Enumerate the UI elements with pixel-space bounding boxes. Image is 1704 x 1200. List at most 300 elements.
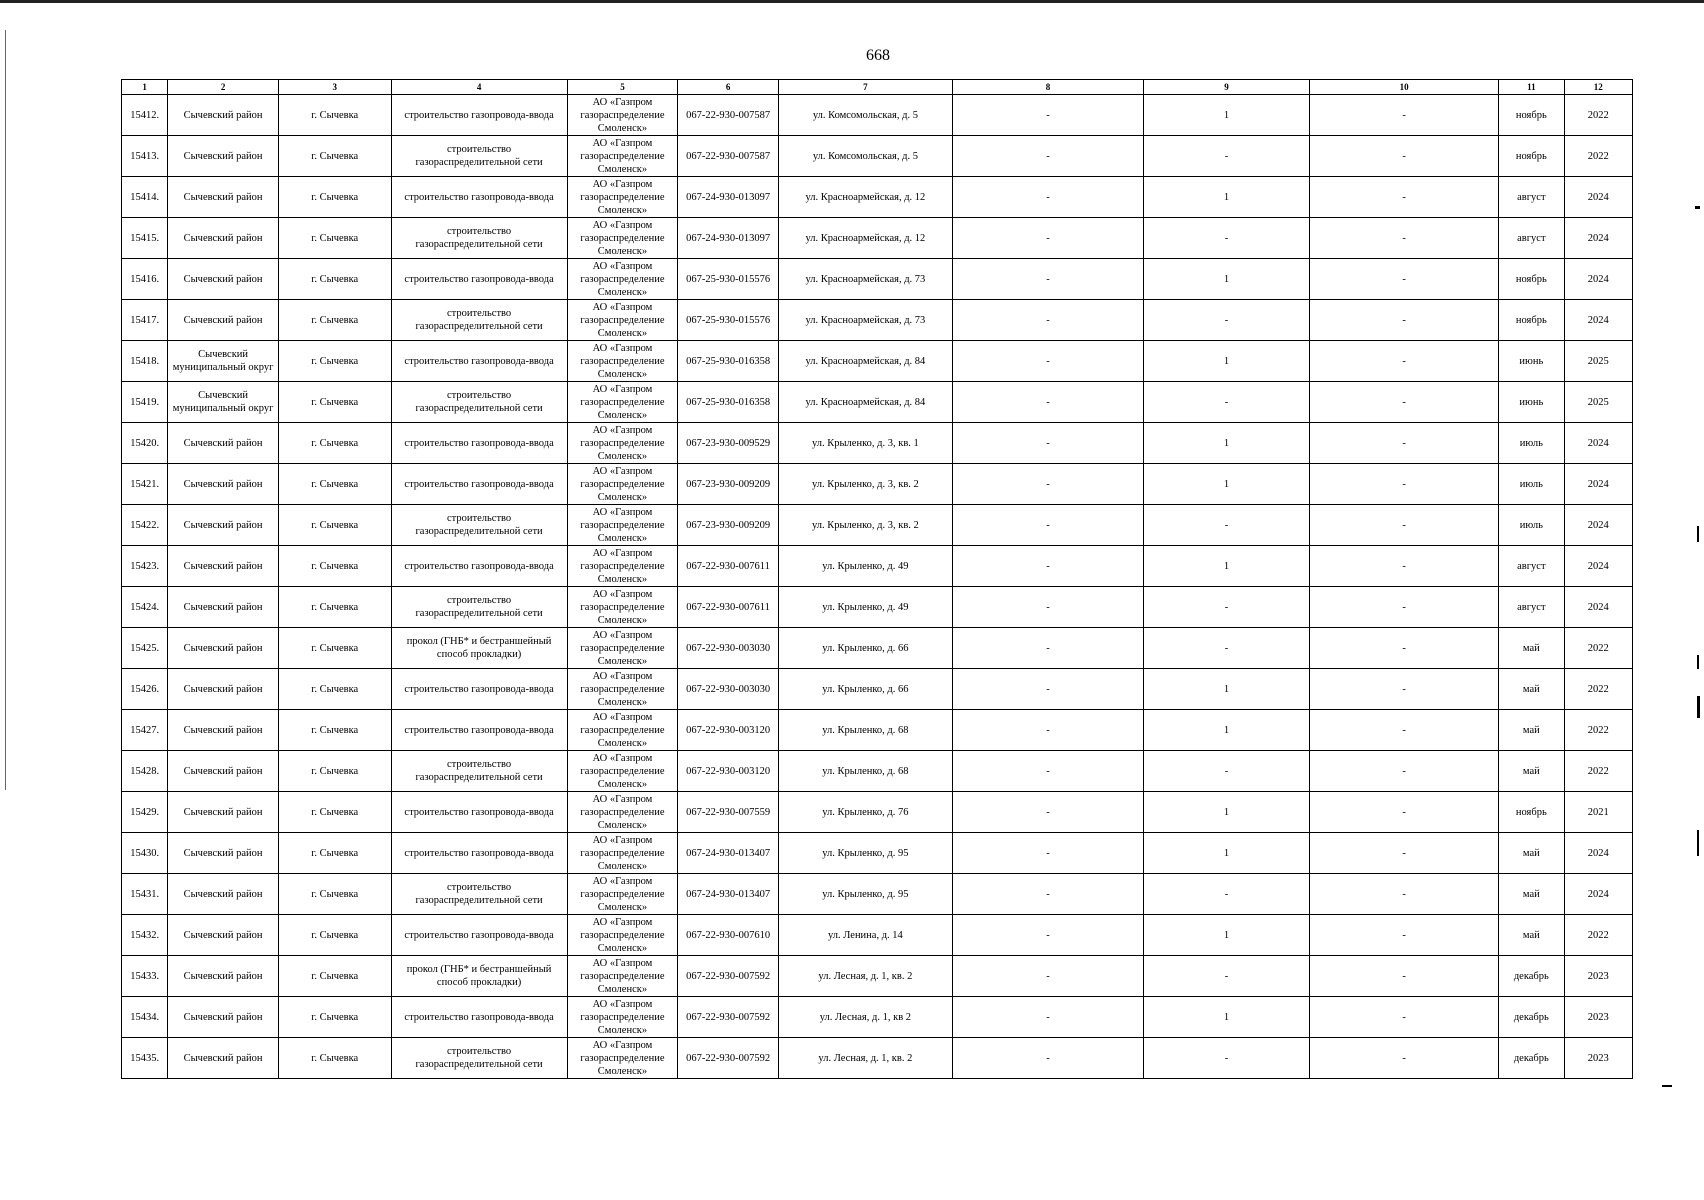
cell-request-number: 067-23-930-009209: [678, 505, 779, 546]
cell-col-8: -: [952, 423, 1143, 464]
cell-settlement: г. Сычевка: [278, 259, 391, 300]
cell-organization: АО «Газпром газораспределение Смоленск»: [567, 792, 678, 833]
column-header-8: 8: [952, 80, 1143, 95]
cell-settlement: г. Сычевка: [278, 915, 391, 956]
cell-organization: АО «Газпром газораспределение Смоленск»: [567, 1038, 678, 1079]
cell-col-9: 1: [1144, 792, 1310, 833]
cell-district: Сычевский район: [168, 505, 279, 546]
cell-col-10: -: [1310, 218, 1499, 259]
scan-edge-top: [0, 0, 1704, 3]
cell-organization: АО «Газпром газораспределение Смоленск»: [567, 997, 678, 1038]
cell-col-8: -: [952, 915, 1143, 956]
cell-row-number: 15434.: [122, 997, 168, 1038]
margin-mark: [1662, 1085, 1672, 1087]
cell-organization: АО «Газпром газораспределение Смоленск»: [567, 874, 678, 915]
table-row: [122, 341, 1633, 382]
cell-year: 2023: [1564, 997, 1632, 1038]
cell-organization: АО «Газпром газораспределение Смоленск»: [567, 956, 678, 997]
cell-month: май: [1499, 710, 1564, 751]
scan-edge-left: [5, 30, 6, 790]
cell-month: июнь: [1499, 382, 1564, 423]
cell-row-number: 15417.: [122, 300, 168, 341]
cell-col-8: -: [952, 874, 1143, 915]
cell-col-9: -: [1144, 751, 1310, 792]
cell-col-8: -: [952, 505, 1143, 546]
table-header: [122, 80, 1633, 95]
cell-year: 2022: [1564, 751, 1632, 792]
cell-district: Сычевский район: [168, 833, 279, 874]
cell-col-9: 1: [1144, 95, 1310, 136]
cell-request-number: 067-24-930-013407: [678, 833, 779, 874]
cell-col-10: -: [1310, 136, 1499, 177]
cell-row-number: 15426.: [122, 669, 168, 710]
cell-month: ноябрь: [1499, 136, 1564, 177]
cell-request-number: 067-24-930-013407: [678, 874, 779, 915]
cell-work-type: строительство газопровода-ввода: [391, 341, 567, 382]
cell-request-number: 067-22-930-003120: [678, 751, 779, 792]
margin-mark: [1697, 526, 1699, 542]
cell-district: Сычевский район: [168, 874, 279, 915]
cell-district: Сычевский район: [168, 218, 279, 259]
cell-settlement: г. Сычевка: [278, 874, 391, 915]
cell-month: август: [1499, 218, 1564, 259]
cell-col-8: -: [952, 792, 1143, 833]
cell-row-number: 15415.: [122, 218, 168, 259]
cell-organization: АО «Газпром газораспределение Смоленск»: [567, 218, 678, 259]
cell-address: ул. Крыленко, д. 3, кв. 2: [778, 505, 952, 546]
cell-address: ул. Крыленко, д. 66: [778, 628, 952, 669]
cell-work-type: строительство газораспределительной сети: [391, 751, 567, 792]
cell-work-type: строительство газораспределительной сети: [391, 587, 567, 628]
cell-row-number: 15428.: [122, 751, 168, 792]
cell-settlement: г. Сычевка: [278, 792, 391, 833]
cell-col-9: -: [1144, 382, 1310, 423]
cell-col-10: -: [1310, 833, 1499, 874]
cell-col-9: 1: [1144, 464, 1310, 505]
cell-year: 2024: [1564, 259, 1632, 300]
cell-address: ул. Лесная, д. 1, кв. 2: [778, 1038, 952, 1079]
cell-district: Сычевский район: [168, 464, 279, 505]
cell-col-9: 1: [1144, 833, 1310, 874]
column-header-4: 4: [391, 80, 567, 95]
cell-organization: АО «Газпром газораспределение Смоленск»: [567, 300, 678, 341]
margin-mark: [1697, 696, 1700, 718]
cell-address: ул. Крыленко, д. 76: [778, 792, 952, 833]
cell-organization: АО «Газпром газораспределение Смоленск»: [567, 341, 678, 382]
table-row: [122, 259, 1633, 300]
cell-work-type: строительство газопровода-ввода: [391, 997, 567, 1038]
cell-district: Сычевский район: [168, 177, 279, 218]
cell-col-9: -: [1144, 1038, 1310, 1079]
cell-col-8: -: [952, 997, 1143, 1038]
cell-col-10: -: [1310, 997, 1499, 1038]
cell-col-9: 1: [1144, 259, 1310, 300]
table-row: [122, 792, 1633, 833]
column-header-1: 1: [122, 80, 168, 95]
cell-address: ул. Крыленко, д. 49: [778, 546, 952, 587]
cell-settlement: г. Сычевка: [278, 997, 391, 1038]
table-row: [122, 464, 1633, 505]
cell-district: Сычевский район: [168, 136, 279, 177]
cell-col-9: 1: [1144, 710, 1310, 751]
cell-row-number: 15431.: [122, 874, 168, 915]
cell-col-9: 1: [1144, 177, 1310, 218]
cell-settlement: г. Сычевка: [278, 300, 391, 341]
cell-district: Сычевский район: [168, 915, 279, 956]
margin-mark: [1697, 830, 1699, 856]
cell-request-number: 067-22-930-007587: [678, 136, 779, 177]
cell-col-9: -: [1144, 587, 1310, 628]
cell-year: 2024: [1564, 874, 1632, 915]
cell-settlement: г. Сычевка: [278, 382, 391, 423]
cell-col-8: -: [952, 136, 1143, 177]
cell-month: май: [1499, 669, 1564, 710]
cell-col-10: -: [1310, 464, 1499, 505]
cell-month: декабрь: [1499, 1038, 1564, 1079]
cell-col-8: -: [952, 218, 1143, 259]
cell-col-9: 1: [1144, 669, 1310, 710]
cell-request-number: 067-24-930-013097: [678, 218, 779, 259]
table-row: [122, 628, 1633, 669]
table-row: [122, 710, 1633, 751]
cell-district: Сычевский район: [168, 546, 279, 587]
cell-col-10: -: [1310, 874, 1499, 915]
cell-year: 2024: [1564, 300, 1632, 341]
cell-district: Сычевский район: [168, 628, 279, 669]
cell-organization: АО «Газпром газораспределение Смоленск»: [567, 177, 678, 218]
cell-address: ул. Крыленко, д. 68: [778, 751, 952, 792]
cell-row-number: 15433.: [122, 956, 168, 997]
cell-row-number: 15413.: [122, 136, 168, 177]
cell-district: Сычевский район: [168, 710, 279, 751]
cell-col-9: -: [1144, 505, 1310, 546]
cell-col-8: -: [952, 341, 1143, 382]
cell-organization: АО «Газпром газораспределение Смоленск»: [567, 751, 678, 792]
cell-organization: АО «Газпром газораспределение Смоленск»: [567, 382, 678, 423]
cell-request-number: 067-25-930-015576: [678, 259, 779, 300]
cell-work-type: строительство газопровода-ввода: [391, 95, 567, 136]
cell-district: Сычевский район: [168, 423, 279, 464]
cell-address: ул. Крыленко, д. 95: [778, 874, 952, 915]
cell-col-10: -: [1310, 341, 1499, 382]
cell-row-number: 15435.: [122, 1038, 168, 1079]
cell-col-9: 1: [1144, 341, 1310, 382]
table-row: [122, 546, 1633, 587]
cell-address: ул. Красноармейская, д. 12: [778, 177, 952, 218]
cell-row-number: 15422.: [122, 505, 168, 546]
cell-year: 2025: [1564, 382, 1632, 423]
cell-organization: АО «Газпром газораспределение Смоленск»: [567, 464, 678, 505]
table-row: [122, 505, 1633, 546]
cell-settlement: г. Сычевка: [278, 546, 391, 587]
cell-address: ул. Крыленко, д. 66: [778, 669, 952, 710]
cell-month: май: [1499, 874, 1564, 915]
cell-col-8: -: [952, 464, 1143, 505]
cell-row-number: 15421.: [122, 464, 168, 505]
cell-address: ул. Красноармейская, д. 84: [778, 382, 952, 423]
cell-month: май: [1499, 751, 1564, 792]
cell-settlement: г. Сычевка: [278, 669, 391, 710]
cell-district: Сычевский район: [168, 669, 279, 710]
cell-month: август: [1499, 546, 1564, 587]
cell-address: ул. Ленина, д. 14: [778, 915, 952, 956]
cell-work-type: строительство газопровода-ввода: [391, 669, 567, 710]
cell-work-type: строительство газопровода-ввода: [391, 259, 567, 300]
cell-district: Сычевский район: [168, 300, 279, 341]
cell-address: ул. Лесная, д. 1, кв. 2: [778, 956, 952, 997]
cell-year: 2024: [1564, 833, 1632, 874]
cell-month: июль: [1499, 464, 1564, 505]
cell-address: ул. Красноармейская, д. 84: [778, 341, 952, 382]
cell-work-type: строительство газораспределительной сети: [391, 1038, 567, 1079]
cell-request-number: 067-22-930-007610: [678, 915, 779, 956]
column-header-9: 9: [1144, 80, 1310, 95]
cell-organization: АО «Газпром газораспределение Смоленск»: [567, 423, 678, 464]
cell-organization: АО «Газпром газораспределение Смоленск»: [567, 710, 678, 751]
cell-district: Сычевский муниципальный округ: [168, 341, 279, 382]
cell-month: июнь: [1499, 341, 1564, 382]
cell-request-number: 067-22-930-007611: [678, 546, 779, 587]
cell-address: ул. Крыленко, д. 68: [778, 710, 952, 751]
cell-row-number: 15419.: [122, 382, 168, 423]
column-header-2: 2: [168, 80, 279, 95]
cell-organization: АО «Газпром газораспределение Смоленск»: [567, 259, 678, 300]
cell-col-8: -: [952, 177, 1143, 218]
cell-district: Сычевский район: [168, 956, 279, 997]
table-row: [122, 833, 1633, 874]
cell-row-number: 15414.: [122, 177, 168, 218]
cell-col-10: -: [1310, 751, 1499, 792]
cell-col-10: -: [1310, 546, 1499, 587]
cell-request-number: 067-22-930-007592: [678, 997, 779, 1038]
cell-row-number: 15418.: [122, 341, 168, 382]
cell-month: ноябрь: [1499, 95, 1564, 136]
cell-col-10: -: [1310, 710, 1499, 751]
cell-request-number: 067-23-930-009529: [678, 423, 779, 464]
cell-col-8: -: [952, 95, 1143, 136]
column-header-11: 11: [1499, 80, 1564, 95]
cell-col-9: 1: [1144, 423, 1310, 464]
cell-organization: АО «Газпром газораспределение Смоленск»: [567, 587, 678, 628]
cell-row-number: 15424.: [122, 587, 168, 628]
cell-address: ул. Крыленко, д. 49: [778, 587, 952, 628]
cell-col-10: -: [1310, 628, 1499, 669]
cell-year: 2023: [1564, 1038, 1632, 1079]
cell-col-9: 1: [1144, 915, 1310, 956]
cell-month: ноябрь: [1499, 300, 1564, 341]
cell-col-9: -: [1144, 218, 1310, 259]
cell-request-number: 067-22-930-003030: [678, 669, 779, 710]
cell-col-8: -: [952, 669, 1143, 710]
cell-col-8: -: [952, 382, 1143, 423]
cell-district: Сычевский район: [168, 997, 279, 1038]
margin-mark: [1697, 655, 1699, 669]
cell-year: 2024: [1564, 423, 1632, 464]
cell-request-number: 067-25-930-016358: [678, 341, 779, 382]
cell-address: ул. Крыленко, д. 3, кв. 2: [778, 464, 952, 505]
cell-organization: АО «Газпром газораспределение Смоленск»: [567, 95, 678, 136]
cell-work-type: строительство газораспределительной сети: [391, 382, 567, 423]
cell-row-number: 15420.: [122, 423, 168, 464]
cell-col-10: -: [1310, 1038, 1499, 1079]
table-row: [122, 587, 1633, 628]
cell-settlement: г. Сычевка: [278, 95, 391, 136]
cell-organization: АО «Газпром газораспределение Смоленск»: [567, 136, 678, 177]
cell-year: 2021: [1564, 792, 1632, 833]
column-header-6: 6: [678, 80, 779, 95]
cell-month: август: [1499, 177, 1564, 218]
cell-row-number: 15425.: [122, 628, 168, 669]
cell-district: Сычевский район: [168, 792, 279, 833]
cell-col-8: -: [952, 628, 1143, 669]
cell-settlement: г. Сычевка: [278, 1038, 391, 1079]
cell-address: ул. Комсомольская, д. 5: [778, 136, 952, 177]
cell-col-8: -: [952, 833, 1143, 874]
cell-col-10: -: [1310, 505, 1499, 546]
cell-settlement: г. Сычевка: [278, 751, 391, 792]
table-row: [122, 751, 1633, 792]
cell-col-8: -: [952, 546, 1143, 587]
cell-settlement: г. Сычевка: [278, 218, 391, 259]
cell-month: июль: [1499, 505, 1564, 546]
cell-organization: АО «Газпром газораспределение Смоленск»: [567, 915, 678, 956]
column-header-12: 12: [1564, 80, 1632, 95]
cell-col-9: -: [1144, 300, 1310, 341]
cell-work-type: строительство газопровода-ввода: [391, 177, 567, 218]
cell-district: Сычевский район: [168, 587, 279, 628]
cell-row-number: 15423.: [122, 546, 168, 587]
cell-col-9: -: [1144, 956, 1310, 997]
table-row: [122, 997, 1633, 1038]
cell-district: Сычевский район: [168, 259, 279, 300]
cell-row-number: 15416.: [122, 259, 168, 300]
cell-address: ул. Крыленко, д. 95: [778, 833, 952, 874]
table-row: [122, 218, 1633, 259]
cell-settlement: г. Сычевка: [278, 423, 391, 464]
cell-col-10: -: [1310, 792, 1499, 833]
cell-settlement: г. Сычевка: [278, 710, 391, 751]
cell-month: декабрь: [1499, 997, 1564, 1038]
cell-organization: АО «Газпром газораспределение Смоленск»: [567, 505, 678, 546]
cell-district: Сычевский район: [168, 1038, 279, 1079]
cell-year: 2022: [1564, 628, 1632, 669]
cell-request-number: 067-23-930-009209: [678, 464, 779, 505]
cell-request-number: 067-25-930-016358: [678, 382, 779, 423]
cell-settlement: г. Сычевка: [278, 464, 391, 505]
cell-request-number: 067-22-930-007611: [678, 587, 779, 628]
cell-col-10: -: [1310, 956, 1499, 997]
cell-address: ул. Лесная, д. 1, кв 2: [778, 997, 952, 1038]
table-body: [122, 95, 1633, 1079]
cell-col-9: -: [1144, 136, 1310, 177]
cell-request-number: 067-24-930-013097: [678, 177, 779, 218]
cell-year: 2024: [1564, 218, 1632, 259]
table-row: [122, 915, 1633, 956]
table-row: [122, 177, 1633, 218]
cell-year: 2024: [1564, 546, 1632, 587]
column-header-7: 7: [778, 80, 952, 95]
table-row: [122, 95, 1633, 136]
cell-col-9: 1: [1144, 997, 1310, 1038]
cell-organization: АО «Газпром газораспределение Смоленск»: [567, 628, 678, 669]
table-row: [122, 1038, 1633, 1079]
column-header-10: 10: [1310, 80, 1499, 95]
cell-organization: АО «Газпром газораспределение Смоленск»: [567, 833, 678, 874]
cell-year: 2022: [1564, 136, 1632, 177]
cell-month: ноябрь: [1499, 259, 1564, 300]
table-row: [122, 423, 1633, 464]
cell-col-8: -: [952, 710, 1143, 751]
cell-col-9: -: [1144, 874, 1310, 915]
cell-col-8: -: [952, 956, 1143, 997]
cell-col-8: -: [952, 1038, 1143, 1079]
cell-row-number: 15429.: [122, 792, 168, 833]
cell-settlement: г. Сычевка: [278, 177, 391, 218]
cell-col-10: -: [1310, 382, 1499, 423]
cell-work-type: прокол (ГНБ* и бестраншейный способ прокладки): [391, 956, 567, 997]
cell-col-8: -: [952, 259, 1143, 300]
cell-year: 2022: [1564, 669, 1632, 710]
cell-address: ул. Красноармейская, д. 73: [778, 259, 952, 300]
cell-settlement: г. Сычевка: [278, 505, 391, 546]
cell-settlement: г. Сычевка: [278, 628, 391, 669]
cell-work-type: прокол (ГНБ* и бестраншейный способ прокладки): [391, 628, 567, 669]
cell-organization: АО «Газпром газораспределение Смоленск»: [567, 669, 678, 710]
register-table: [121, 79, 1633, 1079]
cell-request-number: 067-25-930-015576: [678, 300, 779, 341]
cell-district: Сычевский район: [168, 95, 279, 136]
cell-settlement: г. Сычевка: [278, 341, 391, 382]
cell-col-10: -: [1310, 587, 1499, 628]
cell-address: ул. Комсомольская, д. 5: [778, 95, 952, 136]
cell-work-type: строительство газораспределительной сети: [391, 300, 567, 341]
cell-request-number: 067-22-930-007587: [678, 95, 779, 136]
cell-work-type: строительство газораспределительной сети: [391, 874, 567, 915]
table-row: [122, 874, 1633, 915]
cell-work-type: строительство газопровода-ввода: [391, 792, 567, 833]
cell-col-10: -: [1310, 95, 1499, 136]
cell-request-number: 067-22-930-007592: [678, 956, 779, 997]
cell-row-number: 15412.: [122, 95, 168, 136]
cell-year: 2023: [1564, 956, 1632, 997]
cell-year: 2022: [1564, 95, 1632, 136]
cell-year: 2024: [1564, 177, 1632, 218]
margin-mark: [1695, 206, 1700, 209]
cell-settlement: г. Сычевка: [278, 587, 391, 628]
cell-month: май: [1499, 833, 1564, 874]
cell-work-type: строительство газопровода-ввода: [391, 710, 567, 751]
cell-month: май: [1499, 628, 1564, 669]
cell-month: август: [1499, 587, 1564, 628]
cell-organization: АО «Газпром газораспределение Смоленск»: [567, 546, 678, 587]
cell-month: декабрь: [1499, 956, 1564, 997]
cell-address: ул. Крыленко, д. 3, кв. 1: [778, 423, 952, 464]
cell-row-number: 15432.: [122, 915, 168, 956]
cell-col-8: -: [952, 587, 1143, 628]
cell-work-type: строительство газораспределительной сети: [391, 218, 567, 259]
cell-address: ул. Красноармейская, д. 12: [778, 218, 952, 259]
cell-settlement: г. Сычевка: [278, 136, 391, 177]
table-row: [122, 669, 1633, 710]
cell-year: 2022: [1564, 710, 1632, 751]
cell-year: 2024: [1564, 505, 1632, 546]
cell-month: май: [1499, 915, 1564, 956]
cell-work-type: строительство газопровода-ввода: [391, 423, 567, 464]
cell-year: 2024: [1564, 587, 1632, 628]
cell-row-number: 15430.: [122, 833, 168, 874]
cell-settlement: г. Сычевка: [278, 956, 391, 997]
cell-month: ноябрь: [1499, 792, 1564, 833]
